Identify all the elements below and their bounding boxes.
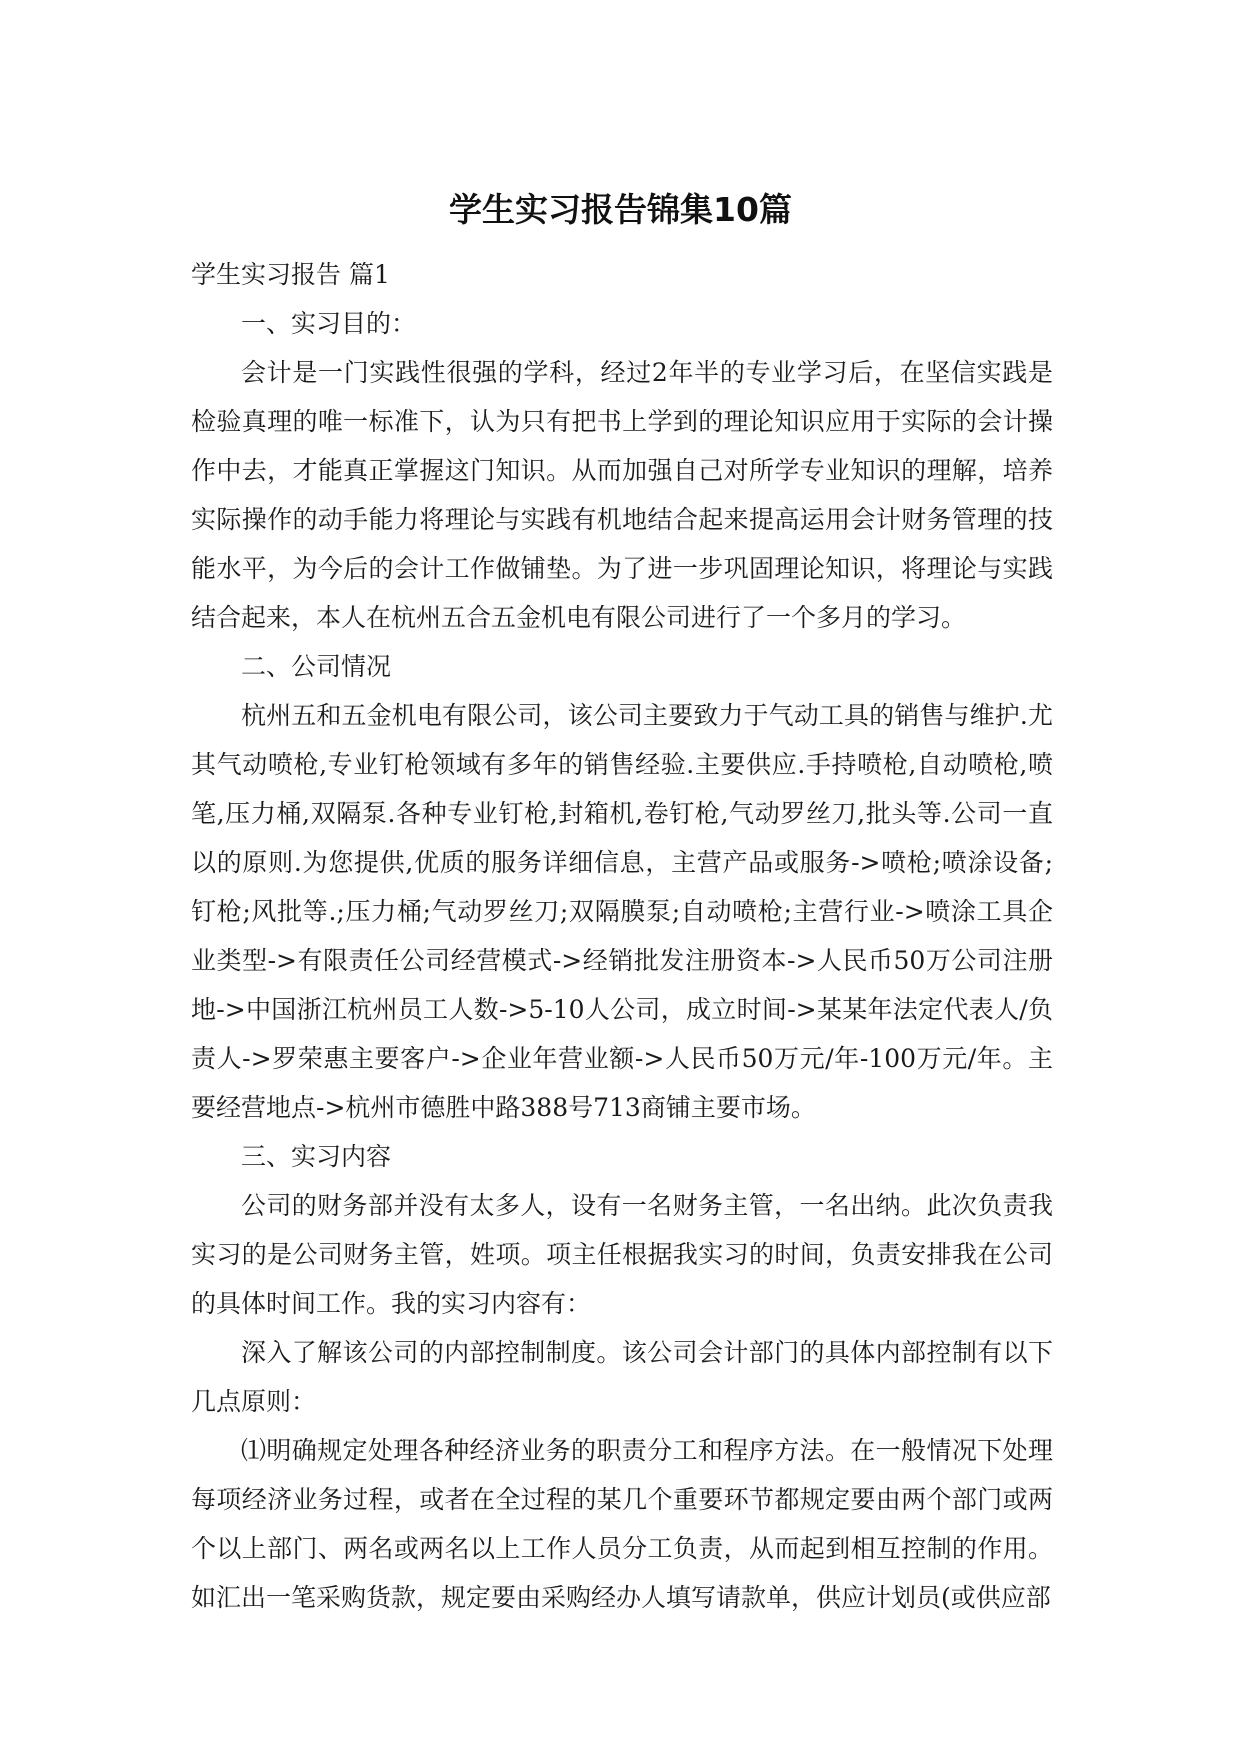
paragraph: 公司的财务部并没有太多人，设有一名财务主管，一名出纳。此次负责我实习的是公司财务主管，姓项。项主任根据我实习的时间，负责安排我在公司的具体时间工作。我的实习内容有： [191, 1191, 1053, 1318]
subsection-heading: 二、公司情况 [241, 652, 392, 681]
paragraph: ⑴明确规定处理各种经济业务的职责分工和程序方法。在一般情况下处理每项经济业务过程，或者在全过程的某几个重要环节都规定要由两个部门或两个以上部门、两名或两名以上工作人员分工负责，从而起到相互控制的作用。如汇出一笔采购货款，规定要由采购经办人填写请款单，供应计划员(或供应部 [191, 1436, 1053, 1612]
document-title: 学生实习报告锦集10篇 [449, 190, 792, 229]
document-body [191, 250, 1053, 1622]
paragraph: 杭州五和五金机电有限公司，该公司主要致力于气动工具的销售与维护.尤其气动喷枪,专业钉枪领域有多年的销售经验.主要供应.手持喷枪,自动喷枪,喷笔,压力桶,双隔泵.各种专业钉枪,封箱机,卷钉枪,气动罗丝刀,批头等.公司一直以的原则.为您提供,优质的服务详细信息，主营产品或服务->喷枪;喷涂设备;钉枪;风批等.;压力桶;气动罗丝刀;双隔膜泵;自动喷枪;主营行业->喷涂工具企业类型->有限责任公司经营模式->经销批发注册资本->人民币50万公司注册地->中国浙江杭州员工人数->5-10人公司，成立时间->某某年法定代表人/负责人->罗荣惠主要客户->企业年营业额->人民币50万元/年-100万元/年。主要经营地点->杭州市德胜中路388号713商铺主要市场。 [191, 701, 1053, 1122]
paragraph: 深入了解该公司的内部控制制度。该公司会计部门的具体内部控制有以下几点原则： [191, 1338, 1053, 1416]
subsection-heading: 一、实习目的： [241, 309, 417, 338]
section-heading: 学生实习报告 篇1 [191, 260, 390, 289]
subsection-heading: 三、实习内容 [241, 1142, 392, 1171]
paragraph: 会计是一门实践性很强的学科，经过2年半的专业学习后，在坚信实践是检验真理的唯一标准下，认为只有把书上学到的理论知识应用于实际的会计操作中去，才能真正掌握这门知识。从而加强自己对所学专业知识的理解，培养实际操作的动手能力将理论与实践有机地结合起来提高运用会计财务管理的技能水平，为今后的会计工作做铺垫。为了进一步巩固理论知识，将理论与实践结合起来，本人在杭州五合五金机电有限公司进行了一个多月的学习。 [191, 358, 1053, 632]
